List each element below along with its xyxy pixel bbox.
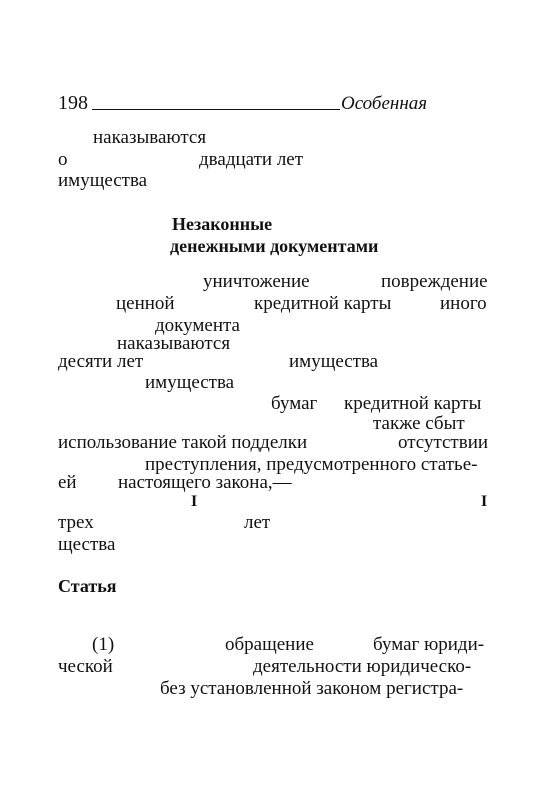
- text-line: обращение: [225, 634, 314, 655]
- text-line: трех: [58, 512, 94, 533]
- text-line: двадцати лет: [199, 149, 304, 170]
- text-line: наказываются: [117, 333, 231, 354]
- text-line: (1): [92, 634, 115, 655]
- text-line: бумаг юриди-: [373, 634, 485, 655]
- text-line: ей: [58, 472, 77, 493]
- text-line: наказываются: [93, 127, 207, 148]
- text-line: деятельности юридическо-: [253, 656, 472, 677]
- text-line: преступления, предусмотренного статье-: [145, 454, 478, 475]
- text-line: ценной: [116, 293, 175, 314]
- article-heading: Незаконные: [172, 214, 273, 234]
- text-line: кредитной карты: [344, 393, 482, 414]
- text-line: также сбыт: [373, 413, 465, 434]
- text-line: иного: [440, 293, 487, 314]
- text-line: лет: [244, 512, 271, 533]
- text-line: о: [58, 149, 68, 170]
- page-number: 198: [58, 92, 88, 114]
- text-line: повреждение: [381, 271, 488, 292]
- text-line: отсутствии: [398, 432, 489, 453]
- text-line: без установленной законом регистра-: [160, 678, 464, 699]
- article-heading: денежными документами: [170, 236, 379, 256]
- text-line: документа: [155, 315, 240, 336]
- text-line: щества: [58, 534, 116, 555]
- article-label: Статья: [58, 576, 117, 596]
- text-fragment: I: [191, 493, 198, 510]
- text-fragment: I: [481, 493, 488, 510]
- text-line: имущества: [145, 372, 235, 393]
- text-line: бумаг: [271, 393, 318, 414]
- text-line: имущества: [58, 170, 148, 191]
- text-line: кредитной карты: [254, 293, 392, 314]
- text-line: имущества: [289, 351, 379, 372]
- text-line: уничтожение: [203, 271, 310, 292]
- text-line: настоящего закона,—: [118, 472, 292, 493]
- running-title: Особенная: [341, 93, 428, 114]
- text-line: использование такой подделки: [58, 432, 308, 453]
- text-line: ческой: [58, 656, 113, 677]
- text-line: десяти лет: [58, 351, 144, 372]
- header-rule: [92, 109, 340, 110]
